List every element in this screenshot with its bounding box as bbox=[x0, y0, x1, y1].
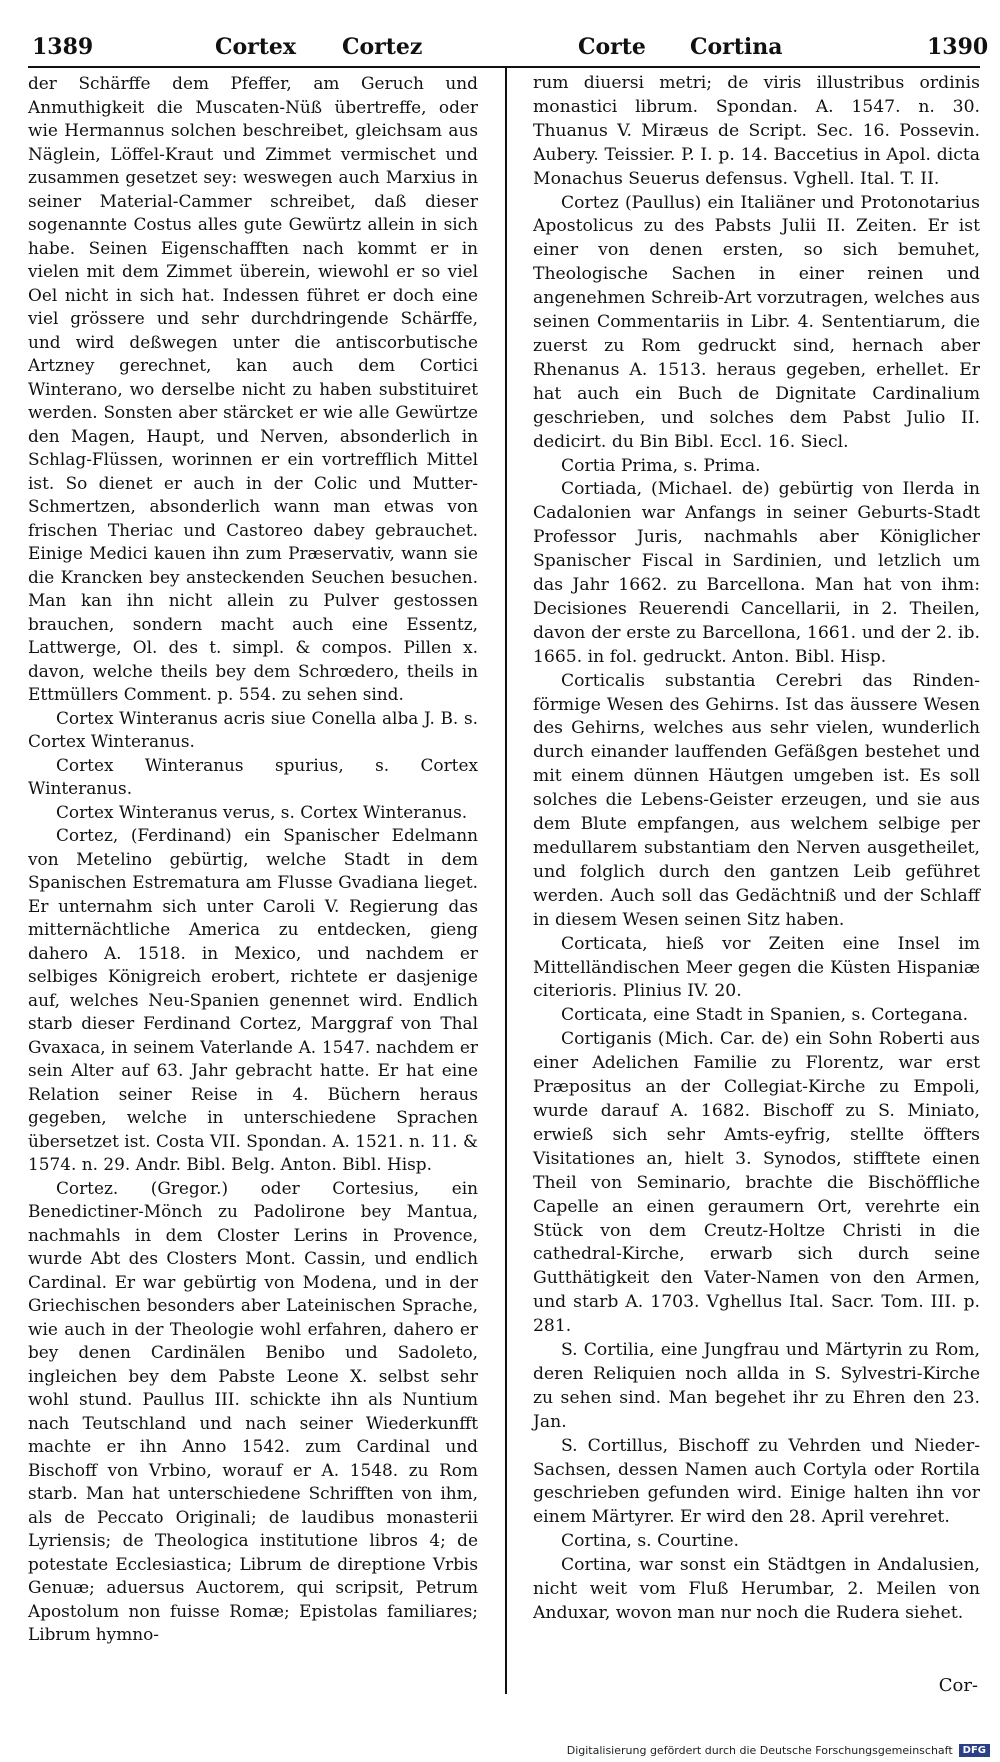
paragraph: Cortez (Paullus) ein Italiäner und Protonotarius Apostolicus zu des Pabsts Julii II. Zeiten. Er ist einer von denen ersten, so sich bemuhet, Theologische Sachen in einer reinen und angenehmen Schreib-Art vorzutragen, welches aus seinen Commentariis in Libr. 4. Sententiarum, die zuerst zu Rom gedruckt sind, hernach aber Rhenanus A. 1513. heraus gegeben, erhellet. Er hat auch ein Buch de Dignitate Cardinalium geschrieben, und solches dem Pabst Julio II. dedicirt. du Bin Bibl. Eccl. 16. Siecl. bbox=[533, 192, 980, 452]
header-word-3: Corte bbox=[578, 34, 646, 60]
paragraph: Cortez, (Ferdinand) ein Spanischer Edelmann von Metelino gebürtig, welche Stadt in dem Spanischen Estrematura am Flusse Gvadiana lieget. Er unternahm sich unter Caroli V. Regierung das mitternächtliche America zu entdecken, gieng dahero A. 1518. in Mexico, und nachdem er selbiges Königreich erobert, richtete er dasjenige auf, welches Neu-Spanien genennet wird. Endlich starb dieser Ferdinand Cortez, Marggraf von Thal Gvaxaca, in seinem Vaterlande A. 1547. nachdem er sein Alter auf 63. Jahr gebracht hatte. Er hat eine Relation seiner Reise in 4. Büchern heraus gegeben, welche in unterschiedene Sprachen übersetzet ist. Costa VII. Spondan. A. 1521. n. 11. & 1574. n. 29. Andr. Bibl. Belg. Anton. Bibl. Hisp. bbox=[28, 825, 478, 1174]
paragraph: Cortina, war sonst ein Städtgen in Andalusien, nicht weit vom Fluß Herumbar, 2. Meilen von Anduxar, wovon man nur noch die Rudera siehet. bbox=[533, 1555, 980, 1623]
paragraph: Corticata, hieß vor Zeiten eine Insel im Mittelländischen Meer gegen die Küsten Hispaniæ citerioris. Plinius IV. 20. bbox=[533, 933, 980, 1002]
left-column bbox=[28, 72, 478, 1647]
paragraph: Cortiganis (Mich. Car. de) ein Sohn Roberti aus einer Adelichen Familie zu Florentz, war erst Præpositus an der Collegiat-Kirche zu Empoli, wurde darauf A. 1682. Bischoff zu S. Miniato, erwieß sich sehr Amts-eyfrig, stellte öffters Visitationes an, hielt 3. Synodos, stifftete einen Theil von Seminario, brachte die Bischöffliche Capelle an einen geraumern Ort, verehrte ein Stück von dem Creutz-Holtze Christi in die cathedral-Kirche, erwarb sich durch seine Gutthätigkeit den Vater-Namen von den Armen, und starb A. 1703. Vghellus Ital. Sacr. Tom. III. p. 281. bbox=[533, 1029, 980, 1337]
paragraph: Cortia Prima, s. Prima. bbox=[561, 455, 761, 476]
catchword: Cor- bbox=[938, 1675, 978, 1696]
paragraph: S. Cortilia, eine Jungfrau und Märtyrin zu Rom, deren Reliquien noch allda in S. Sylvestri-Kirche zu sehen sind. Man begehet ihr zu Ehren den 23. Jan. bbox=[533, 1340, 980, 1432]
paragraph: der Schärffe dem Pfeffer, am Geruch und Anmuthigkeit die Muscaten-Nüß übertreffe, oder wie Hermannus solchen beschreibet, gleichsam aus Näglein, Löffel-Kraut und Zimmet vermischet und zusammen gesetzet sey: weswegen auch Marxius in seiner Material-Cammer schreibet, daß dieser sogenannte Costus alles gute Gewürtz allein in sich habe. Seinen Eigenschafften nach kommt er in vielen mit dem Zimmet überein, wiewohl er so viel Oel nicht in sich hat. Indessen führet er doch eine viel grössere und sehr durchdringende Schärffe, und wird deßwegen unter die antiscorbutische Artzney gerechnet, kan auch dem Cortici Winterano, wo derselbe nicht zu haben substituiret werden. Sonsten aber stärcket er wie alle Gewürtze den Magen, Haupt, und Nerven, absonderlich in Schlag-Flüssen, worinnen er ein vortrefflich Mittel ist. So dienet er auch in der Colic und Mutter-Schmertzen, absonderlich wann man etwas von frischen Theriac und Castoreo dabey gebrauchet. Einige Medici kauen ihn zum Præservativ, wann sie die Krancken bey ansteckenden Seuchen besuchen. Man kan ihn nicht allein zu Pulver gestossen brauchen, sondern macht auch eine Essentz, Lattwerge, Ol. des t. simpl. & compos. Pillen x. davon, welche theils bey dem Schrœdero, theils in Ettmüllers Comment. p. 554. zu sehen sind. bbox=[28, 73, 478, 704]
header-word-1: Cortex bbox=[215, 34, 297, 60]
footer-text: Digitalisierung gefördert durch die Deutsche Forschungsgemeinschaft bbox=[566, 1743, 953, 1757]
paragraph: S. Cortillus, Bischoff zu Vehrden und Nieder-Sachsen, dessen Namen auch Cortyla oder Rortila geschrieben gefunden wird. Einige halten ihn vor einem Märtyrer. Er wird den 28. April verehret. bbox=[533, 1435, 980, 1528]
page-number-right: 1390 bbox=[927, 34, 989, 60]
paragraph: Corticata, eine Stadt in Spanien, s. Cortegana. bbox=[561, 1005, 969, 1026]
header-rule bbox=[28, 66, 980, 68]
header-word-2: Cortez bbox=[342, 34, 423, 60]
dfg-logo: DFG bbox=[959, 1744, 990, 1757]
paragraph: Corticalis substantia Cerebri das Rinden-förmige Wesen des Gehirns. Ist das äussere Wesen des Gehirns, welches aus sehr vielen, wunderlich durch einander lauffenden Gefäßgen bestehet und mit einem dünnen Häutgen umgeben ist. Es soll solches die Lebens-Geister erzeugen, und sie aus dem Blute empfangen, aus welchem selbige per medullarem substantiam den Nerven ausgetheilet, und folglich durch den gantzen Leib geführet werden. Auch soll das Gedächtniß und der Schlaff in diesem Wesen seinen Sitz haben. bbox=[533, 670, 980, 930]
paragraph: Cortez. (Gregor.) oder Cortesius, ein Benedictiner-Mönch zu Padolirone bey Mantua, nachmahls in dem Closter Lerins in Provence, wurde Abt des Closters Mont. Cassin, und endlich Cardinal. Er war gebürtig von Modena, und in der Griechischen besonders aber Lateinischen Sprache, wie auch in der Theologie wohl erfahren, dahero er bey denen Cardinälen Benibo und Sadoleto, ingleichen bey dem Pabste Leone X. selbst sehr wohl stund. Paullus III. schickte ihn als Nuntium nach Teutschland und nach seiner Wiederkunfft machte er ihn Anno 1542. zum Cardinal und Bischoff von Vrbino, worauf er A. 1548. zu Rom starb. Man hat unterschiedene Schrifften von ihm, als de Peccato Originali; de laudibus monasterii Lyriensis; de Theologica institutione libros 4; de potestate Ecclesiastica; Librum de direptione Vrbis Genuæ; aduersus Auctorem, qui scripsit, Petrum Apostolum non fuisse Romæ; Epistolas familiares; Librum hymno- bbox=[28, 1177, 478, 1644]
paragraph: Cortiada, (Michael. de) gebürtig von Ilerda in Cadalonien war Anfangs in seiner Geburts-Stadt Professor Juris, nachmahls aber Königlicher Spanischer Fiscal in Sardinien, und letzlich um das Jahr 1662. zu Barcellona. Man hat von ihm: Decisiones Reuerendi Cancellarii, in 2. Theilen, davon der erste zu Barcellona, 1661. und der 2. ib. 1665. in fol. gedruckt. Anton. Bibl. Hisp. bbox=[533, 479, 980, 667]
paragraph: Cortina, s. Courtine. bbox=[561, 1531, 740, 1552]
paragraph: Cortex Winteranus spurius, s. Cortex Winteranus. bbox=[28, 754, 478, 798]
footer bbox=[0, 1738, 1000, 1762]
header-word-4: Cortina bbox=[690, 34, 783, 60]
column-divider bbox=[505, 66, 507, 1694]
page-number-left: 1389 bbox=[32, 34, 94, 60]
paragraph: rum diuersi metri; de viris illustribus ordinis monastici librum. Spondan. A. 1547. n. 30. Thuanus V. Miræus de Script. Sec. 16. Possevin. Aubery. Teissier. P. I. p. 14. Baccetius in Apol. dicta Monachus Seuerus defensus. Vghell. Ital. T. II. bbox=[533, 73, 980, 189]
right-column bbox=[533, 72, 980, 1626]
paragraph: Cortex Winteranus verus, s. Cortex Winteranus. bbox=[56, 801, 468, 822]
paragraph: Cortex Winteranus acris siue Conella alba J. B. s. Cortex Winteranus. bbox=[28, 707, 478, 751]
